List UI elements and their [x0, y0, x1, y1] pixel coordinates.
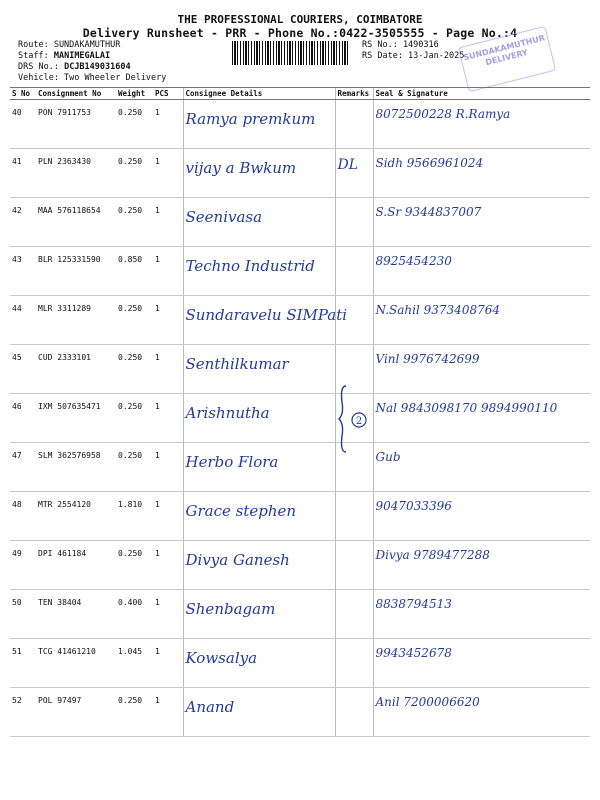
- table-row: [10, 247, 590, 296]
- row-signature: 8072500228 R.Ramya: [375, 107, 511, 121]
- row-consignment-no: PLN 2363430: [38, 157, 91, 166]
- row-weight: 1.045: [118, 647, 143, 656]
- row-signature: Divya 9789477288: [375, 548, 490, 562]
- table-row: [10, 149, 590, 198]
- row-consignee: vijay a Bwkum: [185, 159, 297, 177]
- row-sno: 44: [12, 304, 22, 313]
- row-pcs-cell: [153, 296, 183, 345]
- row-sno: 45: [12, 353, 22, 362]
- row-signature: 9943452678: [375, 646, 452, 660]
- row-pcs-cell: [153, 639, 183, 688]
- table-row: [10, 639, 590, 688]
- row-weight-cell: [116, 394, 153, 443]
- table-row: [10, 345, 590, 394]
- row-consignment-no-cell: [36, 247, 116, 296]
- row-pcs-cell: [153, 100, 183, 149]
- col-consignment-header: Consignment No: [36, 88, 116, 100]
- drs-line: [18, 62, 166, 73]
- row-consignee: Sundaravelu SIMPati: [185, 306, 348, 324]
- row-consignee: Herbo Flora: [185, 453, 279, 471]
- row-remark-cell: [335, 198, 373, 247]
- row-weight-cell: [116, 590, 153, 639]
- row-weight: 0.400: [118, 598, 143, 607]
- rs-date: RS Date: 13-Jan-2025: [362, 51, 465, 61]
- row-consignee-cell: [183, 590, 335, 639]
- meta-right-block: [362, 40, 464, 62]
- row-weight: 1.810: [118, 500, 143, 509]
- brace-annotation: [338, 384, 368, 454]
- row-signature-cell: [373, 100, 590, 149]
- row-weight-cell: [116, 296, 153, 345]
- row-sno-cell: [10, 296, 36, 345]
- row-consignee-cell: [183, 688, 335, 737]
- row-consignment-no: SLM 362576958: [38, 451, 101, 460]
- row-remark-cell: [335, 247, 373, 296]
- row-sno-cell: [10, 492, 36, 541]
- row-consignee-cell: [183, 492, 335, 541]
- row-weight-cell: [116, 688, 153, 737]
- row-sno: 40: [12, 108, 22, 117]
- row-remark-cell: [335, 541, 373, 590]
- row-weight-cell: [116, 100, 153, 149]
- row-pcs: 1: [155, 157, 160, 166]
- row-consignee: Seenivasa: [185, 208, 263, 226]
- row-consignment-no-cell: [36, 394, 116, 443]
- row-consignee-cell: [183, 100, 335, 149]
- row-pcs: 1: [155, 304, 160, 313]
- row-remark-cell: [335, 492, 373, 541]
- row-signature-cell: [373, 443, 590, 492]
- row-sno-cell: [10, 590, 36, 639]
- row-consignee: Grace stephen: [185, 502, 297, 520]
- row-consignee-cell: [183, 198, 335, 247]
- row-weight: 0.250: [118, 157, 143, 166]
- row-signature: S.Sr 9344837007: [375, 205, 482, 219]
- barcode-image: [232, 41, 350, 65]
- row-consignee: Techno Industrid: [185, 257, 315, 275]
- row-sno: 50: [12, 598, 22, 607]
- row-consignment-no: BLR 125331590: [38, 255, 101, 264]
- document-title: THE PROFESSIONAL COURIERS, COIMBATORE: [177, 13, 423, 26]
- row-signature: Nal 9843098170 9894990110: [375, 401, 558, 415]
- brace-number: 2: [355, 416, 363, 427]
- row-pcs-cell: [153, 590, 183, 639]
- row-consignment-no: DPI 461184: [38, 549, 87, 558]
- row-sno: 43: [12, 255, 22, 264]
- row-signature-cell: [373, 639, 590, 688]
- row-consignment-no-cell: [36, 492, 116, 541]
- row-weight: 0.250: [118, 353, 143, 362]
- row-pcs: 1: [155, 549, 160, 558]
- row-weight-cell: [116, 149, 153, 198]
- row-sno: 46: [12, 402, 22, 411]
- row-sno-cell: [10, 443, 36, 492]
- row-consignment-no: MTR 2554120: [38, 500, 91, 509]
- row-sno: 52: [12, 696, 22, 705]
- row-signature-cell: [373, 541, 590, 590]
- row-signature: Gub: [375, 450, 401, 464]
- row-consignment-no: TEN 38404: [38, 598, 82, 607]
- row-remark-cell: [335, 149, 373, 198]
- row-consignee-cell: [183, 247, 335, 296]
- staff-line: [18, 51, 166, 62]
- staff-label: Staff:: [18, 51, 49, 61]
- row-signature-cell: [373, 688, 590, 737]
- col-weight-header: Weight: [116, 88, 153, 100]
- row-signature-cell: [373, 149, 590, 198]
- row-sno: 51: [12, 647, 22, 656]
- row-sno-cell: [10, 247, 36, 296]
- row-consignee-cell: [183, 443, 335, 492]
- row-consignee-cell: [183, 394, 335, 443]
- col-signature-header: Seal & Signature: [373, 88, 590, 100]
- row-pcs: 1: [155, 402, 160, 411]
- row-remark-cell: [335, 688, 373, 737]
- drs-value: DCJB149031604: [64, 62, 131, 72]
- row-pcs: 1: [155, 696, 160, 705]
- row-signature: N.Sahil 9373408764: [375, 303, 500, 317]
- row-weight: 0.250: [118, 549, 143, 558]
- row-pcs: 1: [155, 647, 160, 656]
- row-signature: Anil 7200006620: [375, 695, 480, 709]
- meta-left-block: [18, 40, 166, 84]
- row-pcs-cell: [153, 443, 183, 492]
- row-weight: 0.250: [118, 206, 143, 215]
- row-pcs-cell: [153, 688, 183, 737]
- row-consignee-cell: [183, 345, 335, 394]
- row-consignee-cell: [183, 149, 335, 198]
- row-sno-cell: [10, 149, 36, 198]
- table-row: [10, 100, 590, 149]
- table-row: [10, 492, 590, 541]
- row-sno-cell: [10, 541, 36, 590]
- row-weight-cell: [116, 639, 153, 688]
- row-pcs-cell: [153, 541, 183, 590]
- row-pcs-cell: [153, 247, 183, 296]
- row-signature: 8925454230: [375, 254, 452, 268]
- table-row: [10, 296, 590, 345]
- row-consignment-no: POL 97497: [38, 696, 82, 705]
- row-weight: 0.250: [118, 402, 143, 411]
- table-body: [10, 100, 590, 737]
- row-weight: 0.250: [118, 451, 143, 460]
- document-subtitle: Delivery Runsheet - PRR - Phone No.:0422-3505555 - Page No.:4: [82, 26, 518, 40]
- row-signature-cell: [373, 247, 590, 296]
- row-weight-cell: [116, 198, 153, 247]
- row-signature-cell: [373, 345, 590, 394]
- row-consignee-cell: [183, 541, 335, 590]
- table-row: [10, 443, 590, 492]
- row-consignment-no-cell: [36, 639, 116, 688]
- row-consignee: Senthilkumar: [185, 355, 289, 373]
- table-row: [10, 198, 590, 247]
- delivery-stamp: SUNDAKAMUTHUR DELIVERY: [458, 26, 556, 92]
- rs-number: RS No.: 1490316: [362, 40, 439, 50]
- row-pcs: 1: [155, 353, 160, 362]
- row-sno: 41: [12, 157, 22, 166]
- row-pcs: 1: [155, 598, 160, 607]
- row-pcs: 1: [155, 451, 160, 460]
- row-weight: 0.850: [118, 255, 143, 264]
- row-pcs: 1: [155, 500, 160, 509]
- row-remark-cell: [335, 100, 373, 149]
- row-pcs-cell: [153, 149, 183, 198]
- row-pcs-cell: [153, 345, 183, 394]
- row-consignment-no-cell: [36, 345, 116, 394]
- row-consignee-cell: [183, 639, 335, 688]
- row-signature: 9047033396: [375, 499, 452, 513]
- row-pcs: 1: [155, 255, 160, 264]
- table-row: [10, 394, 590, 443]
- col-details-header: Consignee Details: [183, 88, 335, 100]
- row-weight: 0.250: [118, 108, 143, 117]
- drs-label: DRS No.:: [18, 62, 59, 72]
- row-sno-cell: [10, 100, 36, 149]
- row-pcs: 1: [155, 206, 160, 215]
- row-consignee-cell: [183, 296, 348, 345]
- row-consignment-no-cell: [36, 443, 116, 492]
- brace-shape: [339, 386, 346, 452]
- row-consignment-no: PON 7911753: [38, 108, 91, 117]
- row-consignment-no: CUD 2333101: [38, 353, 91, 362]
- row-signature: 8838794513: [375, 597, 452, 611]
- row-pcs-cell: [153, 394, 183, 443]
- table-row: [10, 590, 590, 639]
- row-consignment-no: IXM 507635471: [38, 402, 101, 411]
- row-consignment-no-cell: [36, 149, 116, 198]
- row-consignee: Ramya premkum: [185, 110, 316, 128]
- row-sno: 48: [12, 500, 22, 509]
- row-pcs-cell: [153, 198, 183, 247]
- row-sno: 47: [12, 451, 22, 460]
- row-signature: Vinl 9976742699: [375, 352, 480, 366]
- runsheet-table: [10, 87, 590, 737]
- vehicle-line: Vehicle: Two Wheeler Delivery: [18, 73, 167, 83]
- row-consignment-no-cell: [36, 541, 116, 590]
- row-pcs: 1: [155, 108, 160, 117]
- staff-value: MANIMEGALAI: [53, 51, 111, 61]
- row-sno-cell: [10, 639, 36, 688]
- row-signature-cell: [373, 198, 590, 247]
- table-row: [10, 688, 590, 737]
- col-sno-header: S No: [10, 88, 36, 100]
- row-remark-cell: [335, 639, 373, 688]
- row-weight-cell: [116, 492, 153, 541]
- row-sno-cell: [10, 198, 36, 247]
- row-sno: 49: [12, 549, 22, 558]
- row-signature-cell: [373, 296, 590, 345]
- row-consignment-no-cell: [36, 296, 116, 345]
- col-remarks-header: Remarks: [335, 88, 373, 100]
- row-consignee: Anand: [185, 698, 235, 716]
- row-pcs-cell: [153, 492, 183, 541]
- row-signature-cell: [373, 394, 590, 443]
- route-line: Route: SUNDAKAMUTHUR: [18, 40, 121, 50]
- row-sno-cell: [10, 345, 36, 394]
- row-weight-cell: [116, 443, 153, 492]
- table-row: [10, 541, 590, 590]
- row-consignee: Shenbagam: [185, 600, 276, 618]
- row-consignment-no-cell: [36, 198, 116, 247]
- row-signature-cell: [373, 492, 590, 541]
- row-sno: 42: [12, 206, 22, 215]
- row-signature: Sidh 9566961024: [375, 156, 484, 170]
- row-consignee: Kowsalya: [185, 649, 258, 667]
- row-weight-cell: [116, 345, 153, 394]
- row-consignment-no: MAA 576118654: [38, 206, 101, 215]
- row-weight-cell: [116, 541, 153, 590]
- row-remark-cell: [335, 590, 373, 639]
- row-sno-cell: [10, 394, 36, 443]
- row-consignee: Arishnutha: [185, 404, 270, 422]
- row-weight: 0.250: [118, 696, 143, 705]
- row-consignee: Divya Ganesh: [185, 551, 290, 569]
- row-remark: DL: [337, 157, 359, 173]
- table-header-row: [10, 88, 590, 100]
- row-signature-cell: [373, 590, 590, 639]
- row-weight: 0.250: [118, 304, 143, 313]
- row-consignment-no-cell: [36, 688, 116, 737]
- row-sno-cell: [10, 688, 36, 737]
- col-pcs-header: PCS: [153, 88, 183, 100]
- row-consignment-no-cell: [36, 100, 116, 149]
- row-consignment-no: MLR 3311289: [38, 304, 91, 313]
- row-consignment-no-cell: [36, 590, 116, 639]
- row-consignment-no: TCG 41461210: [38, 647, 96, 656]
- row-weight-cell: [116, 247, 153, 296]
